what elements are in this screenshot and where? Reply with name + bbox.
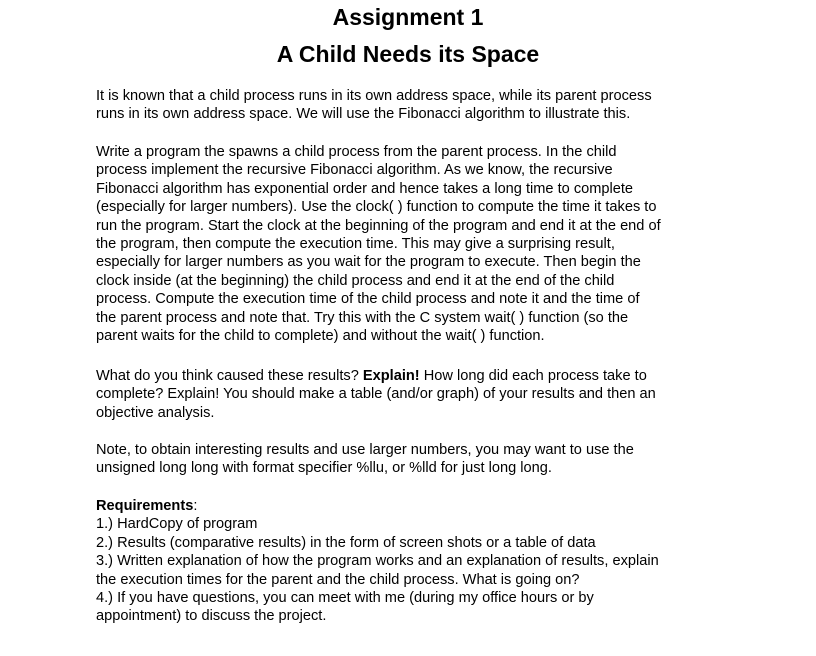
task-paragraph (96, 143, 736, 345)
question-text: How long did each process take to (419, 368, 647, 384)
intro-line: It is known that a child process runs in its own address space, while its parent process (96, 88, 652, 104)
intro-paragraph (96, 87, 736, 124)
task-line: the parent process and note that. Try this with the C system wait( ) function (so the (96, 309, 629, 326)
requirements-heading-label: Requirements (96, 498, 194, 514)
task-line: parent waits for the child to complete) and without the wait( ) function. (96, 328, 545, 345)
task-line: the program, then compute the execution time. This may give a surprising result, (96, 236, 615, 253)
explain-emphasis: Explain! (362, 368, 420, 384)
requirement-line: the execution times for the parent and the child process. What is going on? (96, 571, 580, 588)
note-line: Note, to obtain interesting results and use larger numbers, you may want to use the (96, 442, 634, 458)
task-line: (especially for larger numbers). Use the clock( ) function to compute the time it takes to (96, 199, 657, 216)
requirement-line: 4.) If you have questions, you can meet with me (during my office hours or by (96, 590, 594, 607)
task-line: run the program. Start the clock at the beginning of the program and end it at the end of (96, 217, 661, 234)
requirements-section (96, 497, 736, 626)
requirements-heading (96, 497, 736, 515)
requirement-line: 2.) Results (comparative results) in the form of screen shots or a table of data (96, 534, 596, 551)
note-paragraph (96, 441, 736, 478)
requirement-line: 3.) Written explanation of how the program works and an explanation of results, explain (96, 553, 659, 570)
requirement-line: 1.) HardCopy of program (96, 516, 258, 533)
assignment-number-title: Assignment 1 (332, 4, 484, 30)
question-line: objective analysis. (96, 404, 215, 421)
intro-line: runs in its own address space. We will use the Fibonacci algorithm to illustrate this. (96, 106, 631, 123)
requirement-line: appointment) to discuss the project. (96, 608, 327, 625)
task-line: especially for larger numbers as you wait for the program to execute. Then begin the (96, 254, 641, 271)
question-paragraph (96, 367, 736, 422)
task-line: process implement the recursive Fibonacci algorithm. As we know, the recursive (96, 162, 613, 179)
task-line: Fibonacci algorithm has exponential order and hence takes a long time to complete (96, 180, 634, 197)
question-line: complete? Explain! You should make a table (and/or graph) of your results and then an (96, 386, 656, 403)
task-line: clock inside (at the beginning) the child process and end it at the end of the child (96, 272, 615, 289)
requirements-heading-colon: : (193, 498, 198, 514)
question-text: What do you think caused these results? (96, 368, 363, 384)
note-line: unsigned long long with format specifier %llu, or %lld for just long long. (96, 460, 552, 477)
task-line: Write a program the spawns a child process from the parent process. In the child (96, 144, 617, 160)
task-line: process. Compute the execution time of the child process and note it and the time of (96, 291, 640, 308)
assignment-name-title: A Child Needs its Space (276, 41, 540, 67)
question-line (96, 367, 736, 385)
